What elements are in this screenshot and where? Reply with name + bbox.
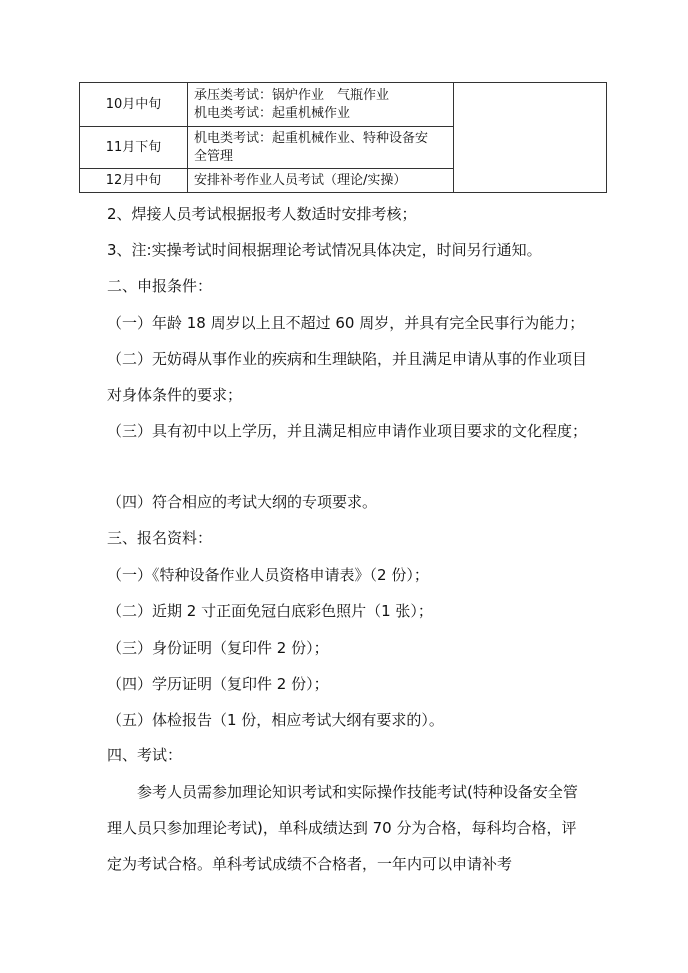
section-3-item-3: （三）身份证明（复印件 2 份）； (107, 639, 329, 657)
schedule-line: 机电类考试：起重机械作业 (194, 105, 351, 121)
schedule-content-cell (188, 127, 454, 169)
section-4-title: 四、考试： (107, 746, 183, 764)
exam-schedule-table (79, 82, 607, 193)
section-2-item-4: （四）符合相应的考试大纲的专项要求。 (107, 493, 378, 511)
schedule-content-cell: 安排补考作业人员考试（理论/实操） (188, 169, 454, 193)
section-2-title: 二、申报条件： (107, 277, 213, 295)
section-3-item-1: （一）《特种设备作业人员资格申请表》（2 份）； (107, 566, 429, 584)
table-row (80, 83, 607, 127)
schedule-line: 承压类考试：锅炉作业 气瓶作业 (194, 87, 390, 103)
section-2-item-3: （三）具有初中以上学历，并且满足相应申请作业项目要求的文化程度； (107, 422, 588, 440)
schedule-time-cell: 10月中旬 (80, 83, 188, 127)
schedule-time-cell: 11月下旬 (80, 127, 188, 169)
note-2: 2、焊接人员考试根据报考人数适时安排考核； (107, 205, 417, 223)
schedule-time-cell: 12月中旬 (80, 169, 188, 193)
note-3: 3、注:实操考试时间根据理论考试情况具体决定，时间另行通知。 (107, 241, 542, 259)
schedule-content-cell (188, 83, 454, 127)
section-2-item-2: （二）无妨碍从事作业的疾病和生理缺陷，并且满足申请从事的作业项目对身体条件的要求； (107, 350, 588, 404)
section-3-title: 三、报名资料： (107, 529, 213, 547)
section-2-item-1: （一）年龄 18 周岁以上且不超过 60 周岁，并具有完全民事行为能力； (107, 314, 585, 332)
section-3-item-2: （二）近期 2 寸正面免冠白底彩色照片（1 张）； (107, 602, 433, 620)
schedule-line: 全管理 (194, 148, 234, 164)
section-3-item-4: （四）学历证明（复印件 2 份）； (107, 675, 329, 693)
schedule-blank-cell (454, 83, 607, 193)
section-3-item-5: （五）体检报告（1 份，相应考试大纲有要求的）。 (107, 711, 444, 729)
section-4-body: 参考人员需参加理论知识考试和实际操作技能考试(特种设备安全管理人员只参加理论考试)，单科成绩达到 70 分为合格，每科均合格，评定为考试合格。单科考试成绩不合格者，一年内可以申请补考 (107, 783, 578, 873)
schedule-line: 机电类考试：起重机械作业、特种设备安 (194, 130, 429, 146)
